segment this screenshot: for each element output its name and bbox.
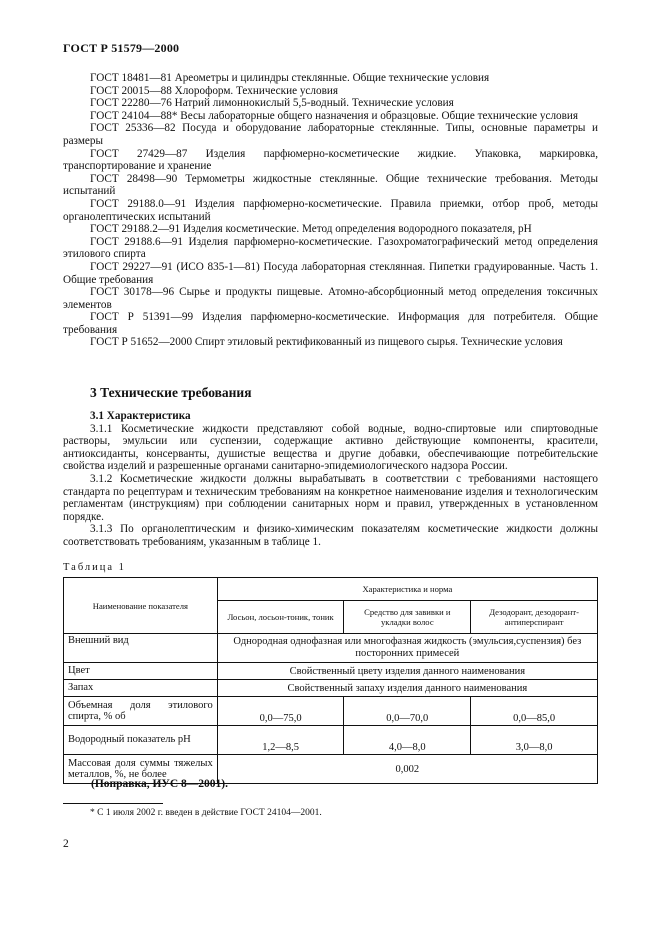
reference-item: ГОСТ 25336—82 Посуда и оборудование лабораторные стеклянные. Типы, основные параметры и размеры xyxy=(63,122,598,147)
row-value: 0,0—70,0 xyxy=(344,697,471,726)
table-row xyxy=(64,697,598,726)
subsection-title: 3.1 Характеристика xyxy=(90,410,191,422)
reference-item: ГОСТ 24104—88* Весы лабораторные общего назначения и образцовые. Общие технические условия xyxy=(90,109,579,122)
table-header-row xyxy=(64,578,598,601)
amendment-note: (Поправка, ИУС 8—2001). xyxy=(91,778,228,790)
reference-item: ГОСТ 29188.2—91 Изделия косметические. Метод определения водородного показателя, рН xyxy=(90,223,532,236)
paragraph: 3.1.2 Косметические жидкости должны вырабатывать в соответствии с требованиями настоящего стандарта по рецептурам и техническим требованиям на конкретное наименование изделия и технологическим регламентам (инструкциям) при соблюдении санитарных норм и правил, утвержденных в установленном порядке. xyxy=(63,472,598,523)
paragraph: 3.1.3 По органолептическим и физико-химическим показателям косметические жидкости должны соответствовать требованиям, указанным в таблице 1. xyxy=(63,523,598,548)
header-col-deodorant: Дезодорант, дезодорант-антиперспирант xyxy=(471,601,598,634)
row-name: Объемная доля этилового спирта, % об xyxy=(64,697,218,726)
reference-item: ГОСТ 29227—91 (ИСО 835-1—81) Посуда лабораторная стеклянная. Пипетки градуированные. Часть 1. Общие требования xyxy=(63,260,598,286)
reference-item: ГОСТ 22280—76 Натрий лимоннокислый 5,5-водный. Технические условия xyxy=(90,97,454,110)
reference-item: ГОСТ Р 51391—99 Изделия парфюмерно-косметические. Информация для потребителя. Общие требования xyxy=(63,311,598,336)
row-value: 1,2—8,5 xyxy=(217,726,344,755)
row-name: Запах xyxy=(64,680,218,697)
row-value: Однородная однофазная или многофазная жидкость (эмульсия,суспензия) без посторонних примесей xyxy=(217,634,597,663)
section-title: 3 Технические требования xyxy=(90,385,252,400)
page-number: 2 xyxy=(63,838,69,850)
page-header: ГОСТ Р 51579—2000 xyxy=(63,41,180,55)
reference-item: ГОСТ 27429—87 Изделия парфюмерно-косметические жидкие. Упаковка, маркировка, транспортирование и хранение xyxy=(63,147,598,173)
table-row xyxy=(64,663,598,680)
header-col-hair: Средство для завивки и укладки волос xyxy=(344,601,471,634)
row-name: Внешний вид xyxy=(64,634,218,663)
requirements-table xyxy=(63,577,598,784)
row-name: Цвет xyxy=(64,663,218,680)
reference-item: ГОСТ 29188.0—91 Изделия парфюмерно-косметические. Правила приемки, отбор проб, методы органолептических испытаний xyxy=(63,197,598,223)
reference-item: ГОСТ 29188.6—91 Изделия парфюмерно-косметические. Газохроматографический метод определения этилового спирта xyxy=(63,235,598,261)
row-value: 0,002 xyxy=(217,755,597,784)
table-row xyxy=(64,634,598,663)
row-value: Свойственный цвету изделия данного наименования xyxy=(217,663,597,680)
reference-item: ГОСТ 20015—88 Хлороформ. Технические условия xyxy=(90,84,338,97)
reference-item: ГОСТ Р 51652—2000 Спирт этиловый ректификованный из пищевого сырья. Технические условия xyxy=(90,336,563,349)
footnote-divider xyxy=(63,803,163,804)
row-name: Массовая доля суммы тяжелых металлов, %, не более xyxy=(64,755,218,784)
row-value: Свойственный запаху изделия данного наименования xyxy=(217,680,597,697)
header-indicator-name: Наименование показателя xyxy=(64,578,218,634)
header-characteristic: Характеристика и норма xyxy=(217,578,597,601)
row-value: 0,0—85,0 xyxy=(471,697,598,726)
reference-item: ГОСТ 30178—96 Сырье и продукты пищевые. Атомно-абсорбционный метод определения токсичных элементов xyxy=(63,286,598,311)
row-value: 3,0—8,0 xyxy=(471,726,598,755)
row-value: 0,0—75,0 xyxy=(217,697,344,726)
paragraph: 3.1.1 Косметические жидкости представляют собой водные, водно-спиртовые или спиртоводные растворы, эмульсии или суспензии, содержащие активно действующие компоненты, красители, антиоксиданты, консерванты, душистые вещества и другие добавки, обеспечивающие потребительские свойства изделий и разрешенные органами санитарно-эпидемиологического надзора России. xyxy=(63,422,598,473)
header-col-lotion: Лосьон, лосьон-тоник, тоник xyxy=(217,601,344,634)
row-name: Водородный показатель рН xyxy=(64,726,218,755)
section-body xyxy=(63,410,598,549)
row-value: 4,0—8,0 xyxy=(344,726,471,755)
reference-item: ГОСТ 18481—81 Ареометры и цилиндры стеклянные. Общие технические условия xyxy=(90,72,490,84)
footnote: * С 1 июля 2002 г. введен в действие ГОСТ 24104—2001. xyxy=(90,808,322,818)
reference-list xyxy=(63,72,598,349)
table-row xyxy=(64,726,598,755)
reference-item: ГОСТ 28498—90 Термометры жидкостные стеклянные. Общие технические требования. Методы испытаний xyxy=(63,172,598,198)
table-caption: Таблица 1 xyxy=(63,562,126,573)
table-row xyxy=(64,680,598,697)
